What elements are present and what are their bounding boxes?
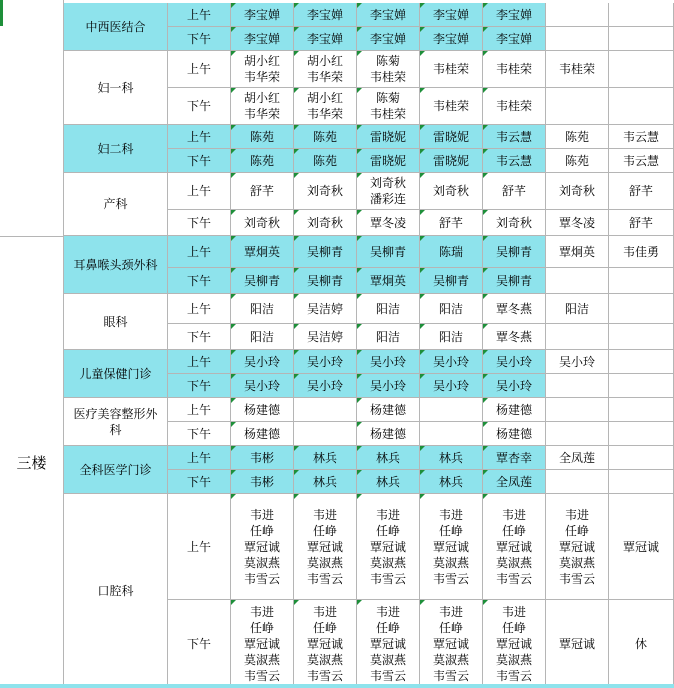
doctor-cell: 李宝婵 bbox=[357, 27, 420, 51]
doctor-cell: 陈苑 bbox=[546, 149, 609, 173]
doctor-cell bbox=[546, 268, 609, 294]
doctor-cell: 胡小红 韦华荣 bbox=[231, 88, 294, 125]
period-label: 下午 bbox=[168, 210, 231, 236]
doctor-cell: 李宝婵 bbox=[231, 3, 294, 27]
doctor-cell: 覃冬燕 bbox=[483, 294, 546, 324]
doctor-cell: 覃冬凌 bbox=[546, 210, 609, 236]
doctor-cell: 林兵 bbox=[294, 446, 357, 470]
doctor-cell: 韦桂荣 bbox=[483, 88, 546, 125]
doctor-cell: 林兵 bbox=[357, 446, 420, 470]
period-label: 上午 bbox=[168, 3, 231, 27]
doctor-cell: 刘奇秋 潘彩连 bbox=[357, 173, 420, 210]
doctor-cell bbox=[609, 374, 674, 398]
doctor-cell: 林兵 bbox=[294, 470, 357, 494]
doctor-cell: 舒芊 bbox=[609, 173, 674, 210]
doctor-cell bbox=[609, 446, 674, 470]
doctor-cell: 吴小玲 bbox=[357, 374, 420, 398]
doctor-cell: 吴小玲 bbox=[483, 374, 546, 398]
department-name: 口腔科 bbox=[64, 494, 168, 688]
doctor-cell: 覃杏幸 bbox=[483, 446, 546, 470]
doctor-cell: 覃炯英 bbox=[357, 268, 420, 294]
doctor-cell: 刘奇秋 bbox=[294, 173, 357, 210]
doctor-cell: 吴小玲 bbox=[357, 350, 420, 374]
department-name: 医疗美容整形外科 bbox=[64, 398, 168, 446]
doctor-cell: 韦进 任峥 覃冠诚 莫淑燕 韦雪云 bbox=[294, 494, 357, 600]
department-name: 产科 bbox=[64, 173, 168, 236]
doctor-cell: 吴柳青 bbox=[294, 268, 357, 294]
doctor-cell bbox=[609, 350, 674, 374]
doctor-cell: 韦佳勇 bbox=[609, 236, 674, 268]
doctor-cell: 陈苑 bbox=[231, 125, 294, 149]
period-label: 上午 bbox=[168, 294, 231, 324]
doctor-cell: 陈苑 bbox=[546, 125, 609, 149]
doctor-cell: 覃炯英 bbox=[231, 236, 294, 268]
doctor-cell: 刘奇秋 bbox=[294, 210, 357, 236]
doctor-cell: 吴小玲 bbox=[546, 350, 609, 374]
department-name: 儿童保健门诊 bbox=[64, 350, 168, 398]
doctor-cell bbox=[609, 3, 674, 27]
doctor-cell: 雷晓妮 bbox=[357, 149, 420, 173]
period-label: 下午 bbox=[168, 149, 231, 173]
doctor-cell: 李宝婵 bbox=[420, 27, 483, 51]
doctor-cell: 韦进 任峥 覃冠诚 莫淑燕 韦雪云 bbox=[483, 494, 546, 600]
doctor-cell bbox=[609, 470, 674, 494]
doctor-cell: 韦进 任峥 覃冠诚 莫淑燕 韦雪云 bbox=[357, 494, 420, 600]
period-label: 上午 bbox=[168, 236, 231, 268]
doctor-cell: 雷晓妮 bbox=[357, 125, 420, 149]
row-edge-marker bbox=[0, 0, 3, 26]
doctor-cell: 韦进 任峥 覃冠诚 莫淑燕 韦雪云 bbox=[231, 494, 294, 600]
doctor-cell: 杨建德 bbox=[483, 422, 546, 446]
doctor-cell: 李宝婵 bbox=[420, 3, 483, 27]
doctor-cell bbox=[609, 398, 674, 422]
period-label: 上午 bbox=[168, 446, 231, 470]
doctor-cell: 全凤莲 bbox=[546, 446, 609, 470]
doctor-cell: 阳洁 bbox=[420, 294, 483, 324]
doctor-cell: 吴洁婷 bbox=[294, 294, 357, 324]
doctor-cell: 刘奇秋 bbox=[546, 173, 609, 210]
doctor-cell: 吴柳青 bbox=[294, 236, 357, 268]
doctor-cell: 韦桂荣 bbox=[483, 51, 546, 88]
doctor-cell: 韦彬 bbox=[231, 446, 294, 470]
doctor-cell: 吴柳青 bbox=[483, 236, 546, 268]
doctor-cell: 吴小玲 bbox=[294, 374, 357, 398]
doctor-cell: 阳洁 bbox=[357, 324, 420, 350]
doctor-cell: 李宝婵 bbox=[294, 27, 357, 51]
doctor-cell: 刘奇秋 bbox=[420, 173, 483, 210]
doctor-cell: 陈菊 韦桂荣 bbox=[357, 51, 420, 88]
period-label: 上午 bbox=[168, 173, 231, 210]
doctor-cell: 韦进 任峥 覃冠诚 莫淑燕 韦雪云 bbox=[483, 600, 546, 688]
doctor-cell: 吴柳青 bbox=[420, 268, 483, 294]
doctor-cell: 胡小红 韦华荣 bbox=[294, 51, 357, 88]
doctor-cell: 杨建德 bbox=[357, 422, 420, 446]
doctor-cell bbox=[546, 88, 609, 125]
period-label: 下午 bbox=[168, 88, 231, 125]
doctor-cell: 吴小玲 bbox=[231, 374, 294, 398]
doctor-cell bbox=[546, 27, 609, 51]
doctor-cell: 吴小玲 bbox=[231, 350, 294, 374]
doctor-cell: 陈菊 韦桂荣 bbox=[357, 88, 420, 125]
period-label: 下午 bbox=[168, 422, 231, 446]
doctor-cell: 韦云慧 bbox=[483, 149, 546, 173]
department-name: 眼科 bbox=[64, 294, 168, 350]
doctor-cell: 杨建德 bbox=[483, 398, 546, 422]
doctor-cell: 阳洁 bbox=[231, 324, 294, 350]
doctor-cell: 韦云慧 bbox=[609, 149, 674, 173]
doctor-cell: 刘奇秋 bbox=[231, 210, 294, 236]
doctor-cell: 韦桂荣 bbox=[420, 88, 483, 125]
department-name: 中西医结合 bbox=[64, 3, 168, 51]
next-row-strip bbox=[0, 684, 674, 688]
doctor-cell: 李宝婵 bbox=[294, 3, 357, 27]
doctor-cell: 韦进 任峥 覃冠诚 莫淑燕 韦雪云 bbox=[420, 600, 483, 688]
period-label: 上午 bbox=[168, 398, 231, 422]
doctor-cell: 阳洁 bbox=[546, 294, 609, 324]
doctor-cell: 林兵 bbox=[420, 470, 483, 494]
period-label: 下午 bbox=[168, 374, 231, 398]
doctor-cell: 韦进 任峥 覃冠诚 莫淑燕 韦雪云 bbox=[546, 494, 609, 600]
doctor-cell bbox=[546, 324, 609, 350]
doctor-cell: 阳洁 bbox=[231, 294, 294, 324]
doctor-cell bbox=[609, 27, 674, 51]
doctor-cell: 胡小红 韦华荣 bbox=[294, 88, 357, 125]
doctor-cell bbox=[609, 324, 674, 350]
doctor-cell: 韦桂荣 bbox=[546, 51, 609, 88]
doctor-cell: 吴柳青 bbox=[483, 268, 546, 294]
department-name: 全科医学门诊 bbox=[64, 446, 168, 494]
doctor-cell: 舒芊 bbox=[483, 173, 546, 210]
doctor-cell: 陈瑞 bbox=[420, 236, 483, 268]
doctor-cell: 雷晓妮 bbox=[420, 125, 483, 149]
doctor-cell: 韦彬 bbox=[231, 470, 294, 494]
doctor-cell bbox=[546, 374, 609, 398]
doctor-cell: 舒芊 bbox=[609, 210, 674, 236]
doctor-cell bbox=[609, 268, 674, 294]
doctor-cell bbox=[546, 3, 609, 27]
department-name: 耳鼻喉头颈外科 bbox=[64, 236, 168, 294]
doctor-cell: 韦云慧 bbox=[483, 125, 546, 149]
doctor-cell: 陈苑 bbox=[231, 149, 294, 173]
period-label: 上午 bbox=[168, 350, 231, 374]
doctor-cell: 覃冬燕 bbox=[483, 324, 546, 350]
doctor-cell: 韦云慧 bbox=[609, 125, 674, 149]
doctor-cell: 覃冬凌 bbox=[357, 210, 420, 236]
department-name: 妇二科 bbox=[64, 125, 168, 173]
doctor-cell: 杨建德 bbox=[231, 398, 294, 422]
doctor-cell: 吴洁婷 bbox=[294, 324, 357, 350]
doctor-cell: 韦进 任峥 覃冠诚 莫淑燕 韦雪云 bbox=[357, 600, 420, 688]
period-label: 下午 bbox=[168, 268, 231, 294]
doctor-cell bbox=[420, 398, 483, 422]
doctor-cell: 覃冠诚 bbox=[609, 494, 674, 600]
doctor-cell bbox=[609, 51, 674, 88]
doctor-cell: 李宝婵 bbox=[357, 3, 420, 27]
doctor-cell: 阳洁 bbox=[357, 294, 420, 324]
doctor-cell: 雷晓妮 bbox=[420, 149, 483, 173]
period-label: 下午 bbox=[168, 27, 231, 51]
doctor-cell: 李宝婵 bbox=[483, 27, 546, 51]
period-label: 下午 bbox=[168, 470, 231, 494]
doctor-cell: 休 bbox=[609, 600, 674, 688]
doctor-cell bbox=[546, 470, 609, 494]
doctor-cell bbox=[294, 398, 357, 422]
doctor-cell: 舒芊 bbox=[231, 173, 294, 210]
department-name: 妇一科 bbox=[64, 51, 168, 125]
doctor-cell: 林兵 bbox=[420, 446, 483, 470]
doctor-cell: 韦桂荣 bbox=[420, 51, 483, 88]
doctor-cell: 韦进 任峥 覃冠诚 莫淑燕 韦雪云 bbox=[294, 600, 357, 688]
doctor-cell bbox=[609, 422, 674, 446]
period-label: 上午 bbox=[168, 494, 231, 600]
doctor-cell: 刘奇秋 bbox=[483, 210, 546, 236]
doctor-cell: 吴小玲 bbox=[420, 374, 483, 398]
doctor-cell: 覃炯英 bbox=[546, 236, 609, 268]
floor-label: 三楼 bbox=[0, 236, 64, 688]
floor-column-upper bbox=[0, 0, 64, 236]
doctor-cell: 舒芊 bbox=[420, 210, 483, 236]
doctor-cell: 胡小红 韦华荣 bbox=[231, 51, 294, 88]
doctor-cell bbox=[609, 294, 674, 324]
doctor-cell: 吴小玲 bbox=[294, 350, 357, 374]
doctor-cell: 覃冠诚 bbox=[546, 600, 609, 688]
doctor-cell: 陈苑 bbox=[294, 125, 357, 149]
period-label: 上午 bbox=[168, 51, 231, 88]
doctor-cell bbox=[294, 422, 357, 446]
doctor-cell bbox=[609, 88, 674, 125]
doctor-cell: 吴小玲 bbox=[420, 350, 483, 374]
doctor-cell: 韦进 任峥 覃冠诚 莫淑燕 韦雪云 bbox=[231, 600, 294, 688]
period-label: 下午 bbox=[168, 324, 231, 350]
doctor-cell: 林兵 bbox=[357, 470, 420, 494]
period-label: 上午 bbox=[168, 125, 231, 149]
doctor-cell: 吴柳青 bbox=[231, 268, 294, 294]
period-label: 下午 bbox=[168, 600, 231, 688]
doctor-cell bbox=[546, 398, 609, 422]
doctor-cell: 全凤莲 bbox=[483, 470, 546, 494]
doctor-cell: 阳洁 bbox=[420, 324, 483, 350]
doctor-cell: 李宝婵 bbox=[231, 27, 294, 51]
doctor-cell: 吴小玲 bbox=[483, 350, 546, 374]
doctor-cell: 杨建德 bbox=[357, 398, 420, 422]
doctor-cell: 杨建德 bbox=[231, 422, 294, 446]
doctor-cell bbox=[420, 422, 483, 446]
doctor-cell bbox=[546, 422, 609, 446]
doctor-cell: 李宝婵 bbox=[483, 3, 546, 27]
doctor-cell: 韦进 任峥 覃冠诚 莫淑燕 韦雪云 bbox=[420, 494, 483, 600]
doctor-cell: 吴柳青 bbox=[357, 236, 420, 268]
doctor-cell: 陈苑 bbox=[294, 149, 357, 173]
